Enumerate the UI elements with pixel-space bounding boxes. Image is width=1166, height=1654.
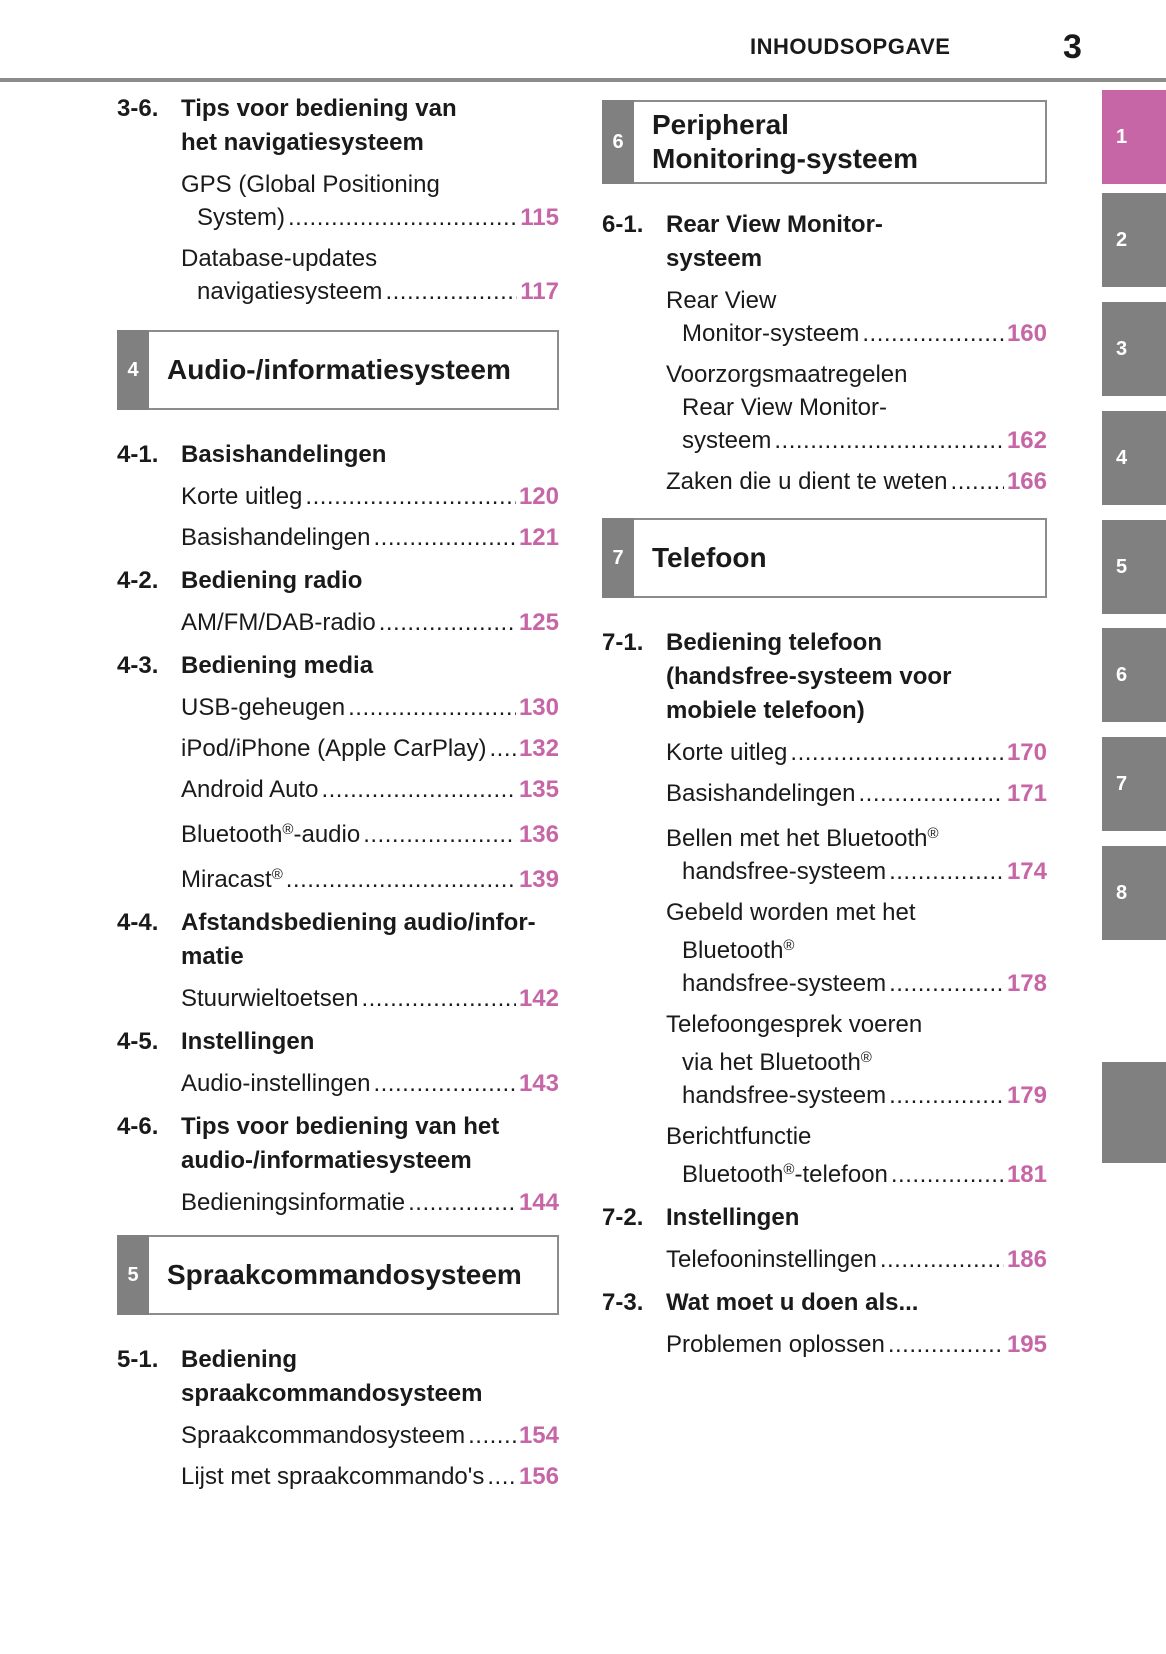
item-label <box>666 822 1047 855</box>
page-ref[interactable]: 178 <box>1006 970 1047 997</box>
page-ref[interactable]: 162 <box>1006 427 1047 454</box>
registered-mark: ® <box>783 937 795 954</box>
page-ref[interactable]: 166 <box>1006 468 1047 495</box>
item-label-cont <box>682 1158 888 1191</box>
toc-item-korte-uitleg[interactable] <box>181 480 559 513</box>
subsection-7-3[interactable] <box>602 1286 1047 1320</box>
dot-leader <box>889 1079 1004 1112</box>
dot-leader <box>305 480 516 513</box>
subsection-number: 4-6. <box>117 1113 159 1140</box>
dot-leader <box>862 317 1004 350</box>
section-title-line: Monitoring-systeem <box>652 143 919 174</box>
page-number: 3 <box>1063 28 1082 66</box>
registered-mark: ® <box>282 821 294 838</box>
side-tab-2[interactable] <box>1102 193 1166 287</box>
subsection-4-6[interactable] <box>117 1110 559 1178</box>
item-label: Database-updates <box>181 245 378 272</box>
dot-leader <box>385 275 517 308</box>
dot-leader <box>363 818 516 851</box>
side-tab-5[interactable] <box>1102 520 1166 614</box>
dot-leader <box>889 855 1004 888</box>
toc-item-berichtfunctie[interactable] <box>666 1120 1047 1191</box>
item-label-cont <box>666 1046 1047 1079</box>
subsection-number: 4-4. <box>117 909 159 936</box>
registered-mark: ® <box>271 866 283 883</box>
page-ref[interactable]: 160 <box>1006 320 1047 347</box>
item-label-part: Bellen met het Bluetooth <box>666 825 928 852</box>
item-label: Android Auto <box>181 776 319 803</box>
page-ref[interactable]: 143 <box>518 1070 559 1097</box>
subsection-4-5[interactable] <box>117 1025 559 1059</box>
item-label-cont <box>666 934 1047 967</box>
dot-leader <box>288 201 517 234</box>
dot-leader <box>888 1328 1004 1361</box>
header-title: INHOUDSOPGAVE <box>750 34 951 59</box>
dot-leader <box>348 691 516 724</box>
header-rule <box>0 78 1166 82</box>
subsection-title-cont: systeem <box>666 245 763 272</box>
section-box-5[interactable] <box>117 1235 559 1315</box>
subsection-7-2[interactable] <box>602 1201 1047 1235</box>
toc-item-spraakcommandosysteem[interactable] <box>181 1419 559 1452</box>
toc-item-telefoongesprek[interactable] <box>666 1008 1047 1112</box>
subsection-3-6[interactable] <box>117 92 559 160</box>
item-label: GPS (Global Positioning <box>181 171 440 198</box>
subsection-title-cont: audio-/informatiesysteem <box>181 1147 472 1174</box>
section-number: 4 <box>117 330 149 410</box>
item-label-cont: handsfree-systeem <box>682 970 887 997</box>
toc-item-usb[interactable] <box>181 691 559 724</box>
toc-item-rear-view-monitor[interactable] <box>666 284 1047 350</box>
subsection-number: 7-3. <box>602 1289 644 1316</box>
dot-leader <box>361 982 516 1015</box>
item-label: AM/FM/DAB-radio <box>181 609 376 636</box>
section-number: 6 <box>602 100 634 184</box>
subsection-number: 6-1. <box>602 211 644 238</box>
item-label: Telefoongesprek voeren <box>666 1011 923 1038</box>
item-label-part: Bluetooth <box>682 1161 784 1188</box>
item-label: Problemen oplossen <box>666 1331 885 1358</box>
item-label-cont: navigatiesysteem <box>197 278 383 305</box>
dot-leader <box>408 1186 516 1219</box>
subsection-number: 4-3. <box>117 652 159 679</box>
toc-item-miracast[interactable] <box>181 863 559 896</box>
subsection-number: 4-1. <box>117 441 159 468</box>
section-box-4[interactable] <box>117 330 559 410</box>
side-tab-6[interactable] <box>1102 628 1166 722</box>
registered-mark: ® <box>860 1049 872 1066</box>
page-ref[interactable]: 120 <box>518 483 559 510</box>
subsection-number: 7-1. <box>602 629 644 656</box>
page-ref[interactable]: 136 <box>518 821 559 848</box>
item-label-cont: Rear View Monitor- <box>682 394 887 421</box>
subsection-title-cont: matie <box>181 943 244 970</box>
section-title: Audio-/informatiesysteem <box>167 354 511 385</box>
item-label-cont: systeem <box>682 427 772 454</box>
subsection-title-cont: spraakcommandosysteem <box>181 1380 483 1407</box>
item-label-part: via het Bluetooth <box>682 1049 861 1076</box>
dot-leader <box>880 1243 1004 1276</box>
toc-item-basishandelingen-telefoon[interactable] <box>666 777 1047 810</box>
side-tab-8[interactable] <box>1102 846 1166 940</box>
subsection-title-cont: het navigatiesysteem <box>181 129 424 156</box>
item-label: Rear View <box>666 287 777 314</box>
toc-item-android-auto[interactable] <box>181 773 559 806</box>
subsection-title: Instellingen <box>181 1028 315 1055</box>
dot-leader <box>373 521 515 554</box>
item-label <box>181 863 283 896</box>
page-ref[interactable]: 156 <box>518 1463 559 1490</box>
dot-leader <box>490 732 516 765</box>
page-ref[interactable]: 121 <box>518 524 559 551</box>
page-ref[interactable]: 135 <box>518 776 559 803</box>
subsection-title: Rear View Monitor- <box>666 211 883 238</box>
subsection-title: Bediening <box>181 1346 298 1373</box>
registered-mark: ® <box>783 1161 795 1178</box>
section-number: 7 <box>602 518 634 598</box>
toc-item-korte-uitleg-telefoon[interactable] <box>666 736 1047 769</box>
subsection-6-1[interactable] <box>602 208 1047 276</box>
subsection-5-1[interactable] <box>117 1343 559 1411</box>
subsection-title: Basishandelingen <box>181 441 387 468</box>
subsection-title: Instellingen <box>666 1204 800 1231</box>
toc-item-problemen-oplossen[interactable] <box>666 1328 1047 1361</box>
registered-mark: ® <box>927 825 939 842</box>
subsection-4-1[interactable] <box>117 438 559 472</box>
page-ref[interactable]: 142 <box>518 985 559 1012</box>
subsection-title-cont: mobiele telefoon) <box>666 697 865 724</box>
item-label-part: -audio <box>293 821 361 848</box>
dot-leader <box>858 777 1003 810</box>
subsection-number: 3-6. <box>117 95 159 122</box>
dot-leader <box>379 606 516 639</box>
item-label-cont: handsfree-systeem <box>682 1082 887 1109</box>
item-label-cont: Monitor-systeem <box>682 320 860 347</box>
item-label: Lijst met spraakcommando's <box>181 1463 485 1490</box>
subsection-4-4[interactable] <box>117 906 559 974</box>
page-ref[interactable]: 181 <box>1006 1161 1047 1188</box>
dot-leader <box>286 863 516 896</box>
toc-item-basishandelingen[interactable] <box>181 521 559 554</box>
item-label-cont: System) <box>197 204 286 231</box>
side-tab-label: 1 <box>1116 125 1128 148</box>
item-label: Berichtfunctie <box>666 1123 812 1150</box>
side-tab-1[interactable] <box>1102 90 1166 184</box>
subsection-title: Tips voor bediening van <box>181 95 457 122</box>
side-tab-label: 6 <box>1116 663 1128 686</box>
dot-leader <box>790 736 1004 769</box>
page-ref[interactable]: 154 <box>518 1422 559 1449</box>
dot-leader <box>468 1419 516 1452</box>
toc-item-gebeld-worden[interactable] <box>666 896 1047 1000</box>
item-label: Basishandelingen <box>181 524 371 551</box>
item-label-part: Bluetooth <box>682 937 784 964</box>
subsection-number: 5-1. <box>117 1346 159 1373</box>
side-tab-3[interactable] <box>1102 302 1166 396</box>
item-label: Korte uitleg <box>181 483 303 510</box>
section-box-7[interactable] <box>602 518 1047 598</box>
dot-leader <box>891 1158 1004 1191</box>
toc-item-lijst-spraakcommandos[interactable] <box>181 1460 559 1493</box>
toc-item-bedieningsinformatie[interactable] <box>181 1186 559 1219</box>
side-tab-4[interactable] <box>1102 411 1166 505</box>
subsection-title-cont: (handsfree-systeem voor <box>666 663 952 690</box>
subsection-title: Bediening radio <box>181 567 363 594</box>
page-ref[interactable]: 139 <box>518 866 559 893</box>
subsection-number: 4-2. <box>117 567 159 594</box>
page-ref[interactable]: 174 <box>1006 858 1047 885</box>
page-ref[interactable]: 130 <box>518 694 559 721</box>
item-label: iPod/iPhone (Apple CarPlay) <box>181 735 487 762</box>
toc-left-column <box>117 92 559 1493</box>
section-number: 5 <box>117 1235 149 1315</box>
side-tab-7[interactable] <box>1102 737 1166 831</box>
toc-item-zaken[interactable] <box>666 465 1047 498</box>
item-label <box>181 818 360 851</box>
toc-item-bellen[interactable] <box>666 822 1047 888</box>
toc-item-ipod[interactable] <box>181 732 559 765</box>
side-tab-label: 4 <box>1116 446 1128 469</box>
subsection-title: Bediening telefoon <box>666 629 882 656</box>
page-ref[interactable]: 144 <box>518 1189 559 1216</box>
item-label-part: -telefoon <box>794 1161 888 1188</box>
section-title-line: Peripheral <box>652 109 789 140</box>
page-ref[interactable]: 132 <box>518 735 559 762</box>
dot-leader <box>373 1067 515 1100</box>
item-label: Korte uitleg <box>666 739 788 766</box>
page-ref[interactable]: 179 <box>1006 1082 1047 1109</box>
toc-item-database-updates[interactable] <box>181 242 559 308</box>
subsection-title: Tips voor bediening van het <box>181 1113 500 1140</box>
item-label: Bedieningsinformatie <box>181 1189 406 1216</box>
page-ref[interactable]: 115 <box>520 204 559 231</box>
subsection-number: 4-5. <box>117 1028 159 1055</box>
subsection-4-2[interactable] <box>117 564 559 598</box>
item-label: Spraakcommandosysteem <box>181 1422 466 1449</box>
side-tab-index[interactable] <box>1102 1062 1166 1163</box>
toc-item-stuurwieltoetsen[interactable] <box>181 982 559 1015</box>
item-label: Zaken die u dient te weten <box>666 468 948 495</box>
page-ref[interactable]: 117 <box>520 278 559 305</box>
toc-item-telefooninstellingen[interactable] <box>666 1243 1047 1276</box>
subsection-4-3[interactable] <box>117 649 559 683</box>
item-label: Basishandelingen <box>666 780 856 807</box>
page-ref[interactable]: 195 <box>1006 1331 1047 1358</box>
side-tab-label: 7 <box>1116 772 1128 795</box>
side-tab-label: 8 <box>1116 881 1128 904</box>
side-tab-label: 2 <box>1116 228 1128 251</box>
subsection-title: Wat moet u doen als... <box>666 1289 919 1316</box>
toc-item-gps[interactable] <box>181 168 559 234</box>
section-title: Spraakcommandosysteem <box>167 1259 522 1290</box>
page-ref[interactable]: 170 <box>1006 739 1047 766</box>
dot-leader <box>951 465 1004 498</box>
dot-leader <box>774 424 1004 457</box>
toc-right-column <box>602 100 1047 1361</box>
dot-leader <box>889 967 1004 1000</box>
item-label: Stuurwieltoetsen <box>181 985 359 1012</box>
subsection-number: 7-2. <box>602 1204 644 1231</box>
toc-item-audio-instellingen[interactable] <box>181 1067 559 1100</box>
page-ref[interactable]: 186 <box>1006 1246 1047 1273</box>
subsection-title: Bediening media <box>181 652 374 679</box>
item-label: Audio-instellingen <box>181 1070 371 1097</box>
item-label-part: Bluetooth <box>181 821 283 848</box>
subsection-7-1[interactable] <box>602 626 1047 728</box>
dot-leader <box>321 773 516 806</box>
toc-item-radio[interactable] <box>181 606 559 639</box>
page-ref[interactable]: 171 <box>1006 780 1047 807</box>
page-ref[interactable]: 125 <box>518 609 559 636</box>
item-label-cont: handsfree-systeem <box>682 858 887 885</box>
section-title: Telefoon <box>652 542 767 573</box>
item-label-part: Miracast <box>181 866 272 893</box>
item-label: Gebeld worden met het <box>666 899 916 926</box>
dot-leader <box>487 1460 516 1493</box>
toc-item-bluetooth-audio[interactable] <box>181 818 559 851</box>
section-box-6[interactable] <box>602 100 1047 184</box>
subsection-title: Afstandsbediening audio/infor- <box>181 909 536 936</box>
item-label: USB-geheugen <box>181 694 346 721</box>
item-label: Telefooninstellingen <box>666 1246 877 1273</box>
side-tab-label: 3 <box>1116 337 1128 360</box>
item-label: Voorzorgsmaatregelen <box>666 361 908 388</box>
section-title <box>652 108 918 176</box>
toc-item-voorzorgsmaatregelen[interactable] <box>666 358 1047 457</box>
side-tab-label: 5 <box>1116 555 1128 578</box>
